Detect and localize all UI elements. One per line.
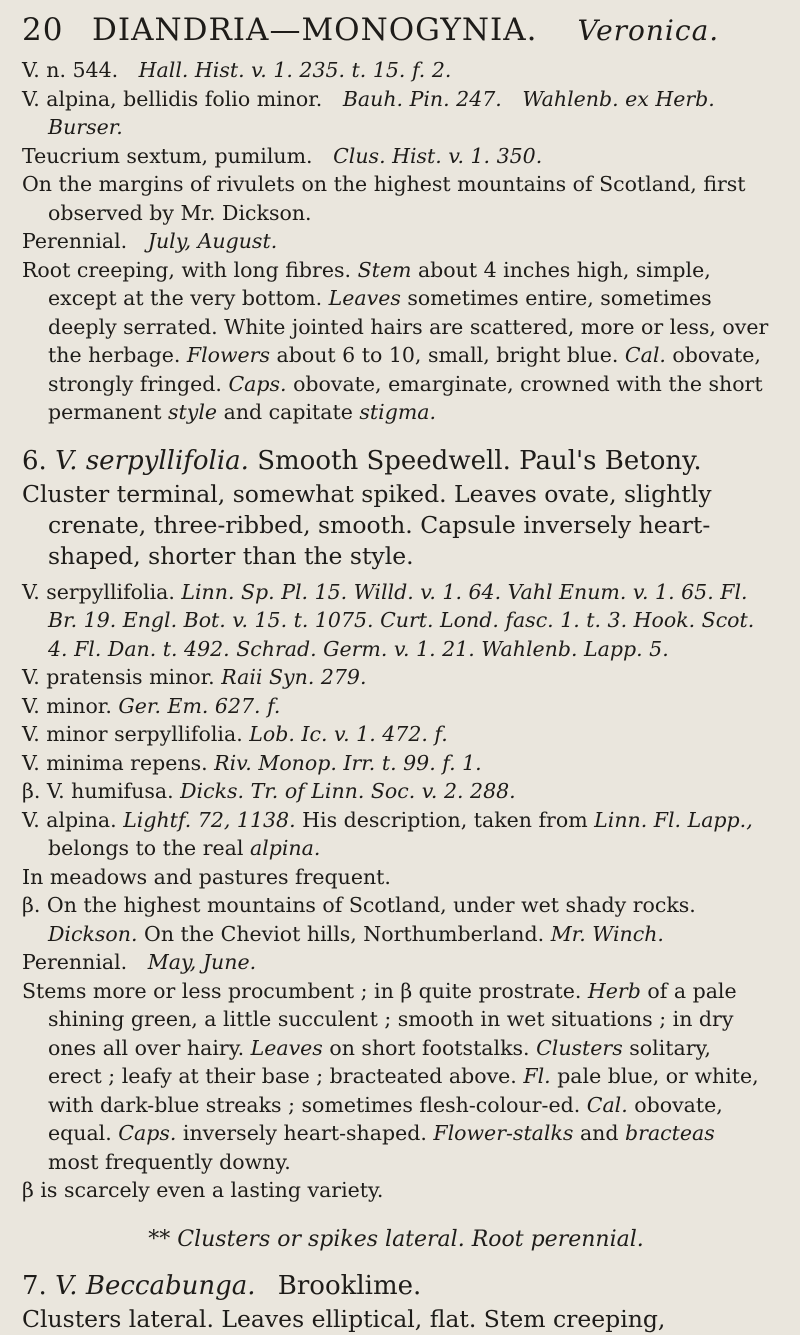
synonym-line: V. serpyllifolia. Linn. Sp. Pl. 15. Willd. v. 1. 64. Vahl Enum. v. 1. 65. Fl. Br. 19. Engl. Bot. v. 15. t. 1075. Curt. Lond. fasc. 1. t. 3. Hook. Scot. 4. Fl. Dan. t. 492. Schrad. Germ. v. 1. 21. Wahlenb. Lapp. 5. xyxy=(22,579,755,661)
genus-heading: Veronica. xyxy=(577,14,720,47)
species-heading xyxy=(22,1268,770,1304)
species-number: 6. xyxy=(22,445,47,476)
synonym-line: V. minima repens. Riv. Monop. Irr. t. 99. f. 1. xyxy=(22,750,482,775)
duration-line: Perennial. May, June. xyxy=(22,950,257,974)
species-name: V. Beccabunga. xyxy=(55,1270,256,1301)
description-paragraph: Stems more or less procumbent ; in β quite prostrate. Herb of a pale shining green, a little succulent ; smooth in wet situations ; in dry ones all over hairy. Leaves on short footstalks. Clusters solitary, erect ; leafy at their base ; bracteated above. Fl. pale blue, or white, with dark-blue streaks ; sometimes flesh-colour-ed. Cal. obovate, equal. Caps. inversely heart-shaped. Flower-stalks and bracteas most frequently downy. xyxy=(22,978,759,1174)
synonym-line: V. minor. Ger. Em. 627. f. xyxy=(22,693,281,718)
description-paragraph: Root creeping, with long fibres. Stem about 4 inches high, simple, except at the very bottom. Leaves sometimes entire, sometimes deeply serrated. White jointed hairs are scattered, more or less, over the herbage. Flowers about 6 to 10, small, bright blue. Cal. obovate, strongly fringed. Caps. obovate, emarginate, crowned with the short permanent style and capitate stigma. xyxy=(22,257,769,424)
common-name: Brooklime. xyxy=(277,1270,422,1301)
habitat-text: On the margins of rivulets on the highest mountains of Scotland, first observed by Mr. Dickson. xyxy=(22,172,746,225)
habitat-text: In meadows and pastures frequent. xyxy=(22,864,391,889)
synonym-line: β. V. humifusa. Dicks. Tr. of Linn. Soc. v. 2. 288. xyxy=(22,779,516,803)
synonym-line: V. n. 544. Hall. Hist. v. 1. 235. t. 15. f. 2. xyxy=(22,58,452,82)
species-heading xyxy=(22,443,770,479)
synonym-line: V. alpina. Lightf. 72, 1138. His description, taken from Linn. Fl. Lapp., belongs to the real alpina. xyxy=(22,807,753,860)
habitat-text-beta: β. On the highest mountains of Scotland, under wet shady rocks. Dickson. On the Cheviot hills, Northumberland. Mr. Winch. xyxy=(22,893,696,946)
page-number: 20 xyxy=(22,12,64,48)
species-number: 7. xyxy=(22,1270,47,1301)
variety-note: β is scarcely even a lasting variety. xyxy=(22,1178,384,1202)
page-header xyxy=(22,12,770,48)
page-title: DIANDRIA—MONOGYNIA. xyxy=(92,12,538,48)
synonym-line: V. minor serpyllifolia. Lob. Ic. v. 1. 472. f. xyxy=(22,722,448,746)
duration-line: Perennial. July, August. xyxy=(22,229,278,253)
species-diagnosis: Clusters lateral. Leaves elliptical, flat. Stem creeping, xyxy=(22,1304,666,1333)
common-name: Smooth Speedwell. Paul's Betony. xyxy=(257,445,702,476)
species-name: V. serpyllifolia. xyxy=(55,445,249,476)
synonym-line: V. pratensis minor. Raii Syn. 279. xyxy=(22,665,367,689)
synonym-line: V. alpina, bellidis folio minor. Bauh. Pin. 247. Wahlenb. ex Herb. Burser. xyxy=(22,86,715,139)
species-diagnosis: Cluster terminal, somewhat spiked. Leaves ovate, slightly crenate, three-ribbed, smooth. Capsule inversely heart-shaped, shorter than the style. xyxy=(22,479,712,570)
section-heading: ** Clusters or spikes lateral. Root perennial. xyxy=(148,1226,644,1252)
synonym-line: Teucrium sextum, pumilum. Clus. Hist. v. 1. 350. xyxy=(22,143,543,168)
